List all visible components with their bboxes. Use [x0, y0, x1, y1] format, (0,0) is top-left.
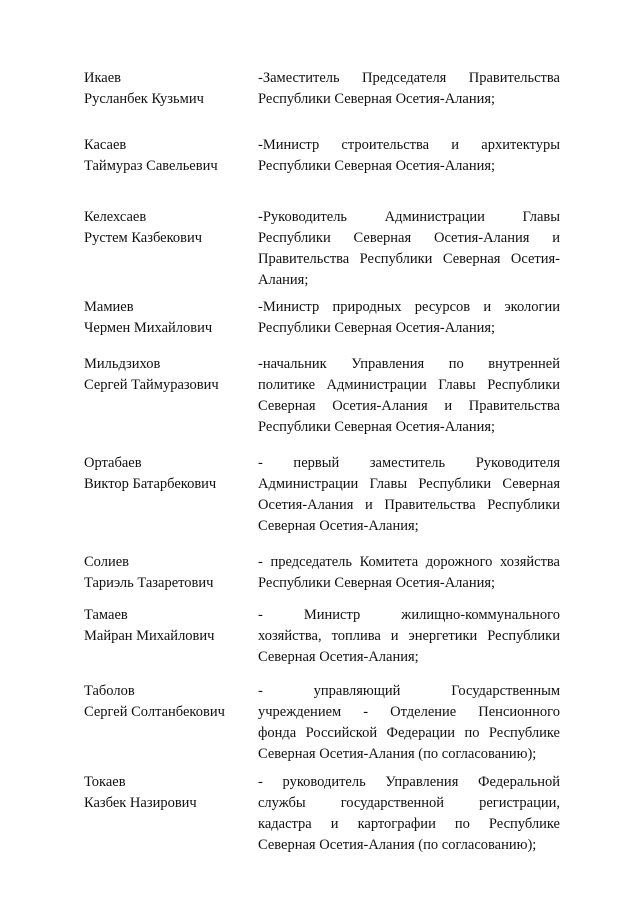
- role-line: -Руководитель Администрации Главы: [258, 209, 560, 225]
- role-line: Республики Северная Осетия-Алания;: [258, 158, 496, 174]
- role-line: -Заместитель Председателя Правительства: [258, 70, 560, 86]
- member-role: [258, 135, 560, 177]
- member-given-name: Сергей Таймуразович: [84, 377, 219, 393]
- role-line: - руководитель Управления Федеральной: [258, 774, 560, 790]
- role-line: кадастра и картографии по Республике: [258, 816, 560, 832]
- member-role: [258, 605, 560, 668]
- role-line: Северная Осетия-Алания;: [258, 649, 419, 665]
- member-given-name: Таймураз Савельевич: [84, 158, 218, 174]
- member-role: [258, 453, 560, 537]
- role-line: Республики Северная Осетия-Алания и: [258, 230, 560, 246]
- member-surname: Мамиев: [84, 299, 134, 315]
- role-line: Северная Осетия-Алания;: [258, 518, 419, 534]
- role-line: Республики Северная Осетия-Алания;: [258, 91, 496, 107]
- role-line: фонда Российской Федерации по Республике: [258, 725, 560, 741]
- member-given-name: Тариэль Тазаретович: [84, 575, 214, 591]
- role-line: учреждением - Отделение Пенсионного: [258, 704, 560, 720]
- member-surname: Мильдзихов: [84, 356, 161, 372]
- member-surname: Касаев: [84, 137, 127, 153]
- role-line: хозяйства, топлива и энергетики Республики: [258, 628, 560, 644]
- role-line: Северная Осетия-Алания (по согласованию);: [258, 746, 537, 762]
- member-surname: Келехсаев: [84, 209, 147, 225]
- member-role: [258, 772, 560, 856]
- member-given-name: Сергей Солтанбекович: [84, 704, 225, 720]
- member-name: [84, 552, 244, 594]
- member-name: [84, 135, 244, 177]
- member-name: [84, 354, 244, 396]
- role-line: -Министр природных ресурсов и экологии: [258, 299, 560, 315]
- member-name: [84, 605, 244, 647]
- member-name: [84, 68, 244, 110]
- member-role: [258, 681, 560, 765]
- member-surname: Солиев: [84, 554, 130, 570]
- role-line: Алания;: [258, 272, 309, 288]
- member-given-name: Майран Михайлович: [84, 628, 215, 644]
- role-line: Правительства Республики Северная Осетия-: [258, 251, 560, 267]
- role-line: службы государственной регистрации,: [258, 795, 560, 811]
- role-line: Республики Северная Осетия-Алания;: [258, 575, 496, 591]
- role-line: Осетия-Алания и Правительства Республики: [258, 497, 560, 513]
- role-line: - управляющий Государственным: [258, 683, 560, 699]
- member-given-name: Русланбек Кузьмич: [84, 91, 204, 107]
- member-given-name: Казбек Назирович: [84, 795, 197, 811]
- member-role: [258, 354, 560, 438]
- role-line: - первый заместитель Руководителя: [258, 455, 560, 471]
- member-surname: Тамаев: [84, 607, 128, 623]
- member-role: [258, 297, 560, 339]
- member-role: [258, 68, 560, 110]
- role-line: Северная Осетия-Алания (по согласованию);: [258, 837, 537, 853]
- role-line: -начальник Управления по внутренней: [258, 356, 560, 372]
- member-role: [258, 207, 560, 291]
- member-given-name: Виктор Батарбекович: [84, 476, 217, 492]
- role-line: -Министр строительства и архитектуры: [258, 137, 560, 153]
- member-surname: Икаев: [84, 70, 122, 86]
- member-surname: Токаев: [84, 774, 126, 790]
- role-line: - Министр жилищно-коммунального: [258, 607, 560, 623]
- member-given-name: Чермен Михайлович: [84, 320, 213, 336]
- role-line: Северная Осетия-Алания и Правительства: [258, 398, 560, 414]
- role-line: Администрации Главы Республики Северная: [258, 476, 560, 492]
- member-given-name: Рустем Казбекович: [84, 230, 203, 246]
- member-name: [84, 772, 244, 814]
- member-role: [258, 552, 560, 594]
- member-surname: Ортабаев: [84, 455, 142, 471]
- member-surname: Таболов: [84, 683, 135, 699]
- role-line: Республики Северная Осетия-Алания;: [258, 419, 496, 435]
- member-name: [84, 681, 244, 723]
- role-line: - председатель Комитета дорожного хозяйства: [258, 554, 560, 570]
- role-line: Республики Северная Осетия-Алания;: [258, 320, 496, 336]
- member-name: [84, 453, 244, 495]
- member-name: [84, 207, 244, 249]
- role-line: политике Администрации Главы Республики: [258, 377, 560, 393]
- member-name: [84, 297, 244, 339]
